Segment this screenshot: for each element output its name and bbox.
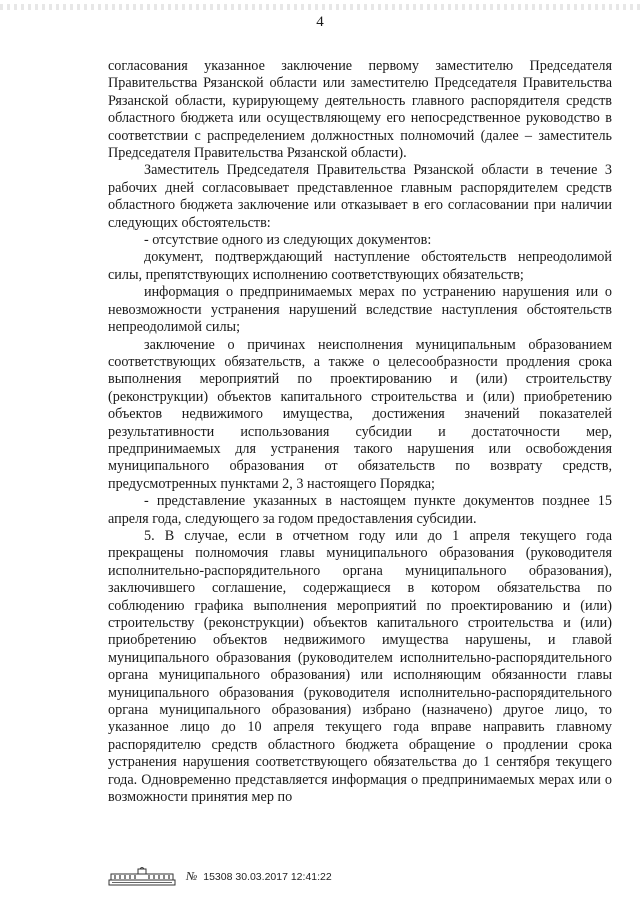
- paragraph: заключение о причинах неисполнения муниципальным образованием соответствующих обязательств, а также о целесообразности продления срока выполнения мероприятий по проектированию и (или) строительству (реконструкции) объектов капитального строительства и (или) приобретению объектов недвижимого имущества, достижения значений показателей результативности использования субсидии и достаточности мер, предпринимаемых для устранения такого нарушения или освобождения муниципального образования от обязательств по возврату средств, предусмотренных пунктами 2, 3 настоящего Порядка;: [108, 336, 612, 492]
- paragraph: Заместитель Председателя Правительства Рязанской области в течение 3 рабочих дней согласовывает представленное главным распорядителем средств областного бюджета заключение или отказывает в его согласовании при наличии следующих обстоятельств:: [108, 162, 612, 231]
- number-sign: №: [186, 868, 198, 883]
- paragraph: 5. В случае, если в отчетном году или до 1 апреля текущего года прекращены полномочия главы муниципального образования (руководителя исполнительно-распорядительного органа муниципального образования), заключившего соглашение, содержащиеся в котором обязательства по соблюдению графика выполнения мероприятий по проектированию и (или) строительству (реконструкции) объектов капитального строительства и (или) приобретению объектов недвижимого имущества нарушены, и главой муниципального образования (руководителем исполнительно-распорядительного органа муниципального образования) или исполняющим обязанности главы муниципального образования (руководителя исполнительно-распорядительного органа муниципального образования) избрано (назначено) другое лицо, то указанное лицо до 10 апреля текущего года вправе направить главному распорядителю средств областного бюджета обращение о продлении срока устранения нарушения соответствующего обязательства до 1 сентября текущего года. Одновременно представляется информация о предпринимаемых мерах или о возможности принятия мер по: [108, 527, 612, 806]
- paragraph: информация о предпринимаемых мерах по устранению нарушения или о невозможности устранения нарушений вследствие наступления обстоятельств непреодолимой силы;: [108, 284, 612, 336]
- page-number: 4: [316, 14, 324, 30]
- registration-stamp: [186, 869, 332, 884]
- scan-artifact: [0, 4, 640, 10]
- government-building-icon: [108, 866, 176, 886]
- document-body: [108, 58, 612, 806]
- paragraph: документ, подтверждающий наступление обстоятельств непреодолимой силы, препятствующих исполнению соответствующих обязательств;: [108, 249, 612, 283]
- stamp-datetime: 30.03.2017 12:41:22: [235, 870, 332, 883]
- paragraph: согласования указанное заключение первому заместителю Председателя Правительства Рязанской области или заместителю Председателя Правительства Рязанской области, курирующему деятельность главного распорядителя средств областного бюджета или осуществляющему его непосредственное руководство в соответствии с распределением должностных полномочий (далее – заместитель Председателя Правительства Рязанской области).: [108, 58, 612, 162]
- document-id: 15308: [203, 870, 233, 883]
- paragraph: - отсутствие одного из следующих документов:: [144, 232, 432, 249]
- paragraph: - представление указанных в настоящем пункте документов позднее 15 апреля года, следующего за годом предоставления субсидии.: [108, 493, 612, 527]
- footer-stamp: [108, 866, 332, 886]
